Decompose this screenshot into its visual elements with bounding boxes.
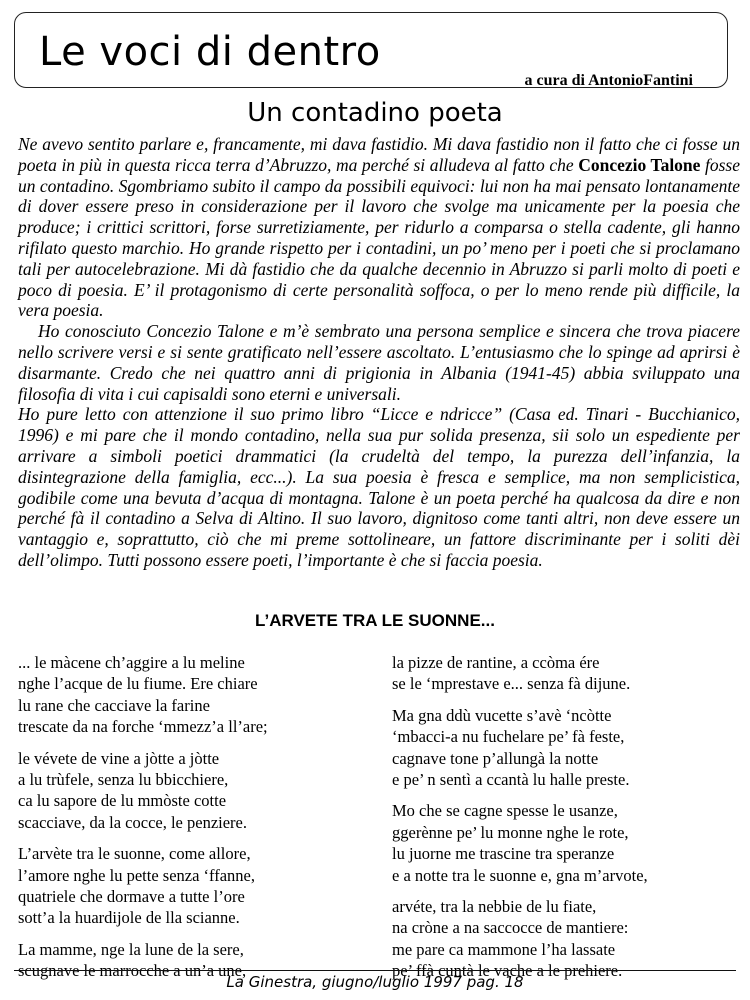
poem-line: e pe’ n sentì a ccantà lu halle preste.: [392, 770, 630, 790]
poem-line: pe’ ffà cuntà le vache a le prehiere.: [392, 961, 623, 981]
poem-line: scacciave, da la cocce, le penziere.: [18, 812, 248, 832]
poem-line: L’arvète tra le suonne, come allore,: [18, 844, 251, 864]
poem-line: ca lu sapore de lu mmòste cotte: [18, 791, 227, 811]
poem-line: sott’a la huardijole de lla scianne.: [18, 908, 240, 928]
poem-line: l’amore nghe lu pette senza ‘ffanne,: [18, 865, 256, 885]
poem-line: lu rane che cacciave la farine: [18, 695, 210, 715]
paragraph-text: Ne avevo sentito parlare e, francamente, mi dava fastidio. Mi dava fastidio non il fatto che ci fosse un poeta in più in questa ricca terra d’Abruzzo, ma perché si alludeva al fatto che: [18, 134, 740, 175]
poem-title: L’ARVETE TRA LE SUONNE...: [255, 611, 495, 630]
poem-column-left: [18, 652, 370, 992]
poem-stanza: [392, 800, 742, 886]
poem-line: ‘mbacci-a nu fuchelare pe’ fà feste,: [392, 727, 625, 747]
paragraph: [18, 134, 740, 321]
article-body: [18, 134, 740, 571]
poem-line: le vévete de vine a jòtte a jòtte: [18, 748, 220, 768]
poem-stanza: [18, 748, 370, 834]
poem-line: me pare ca mammone l’ha lassate: [392, 939, 616, 959]
poem-stanza: [18, 843, 370, 929]
poem-line: la pizze de rantine, a ccòma ére: [392, 653, 600, 672]
poem-stanza: [392, 652, 742, 695]
header-box: [14, 12, 728, 88]
poem-line: a lu trùfele, senza lu bbicchiere,: [18, 770, 229, 790]
poem-stanza: [392, 705, 742, 791]
article-title: Un contadino poeta: [247, 98, 503, 128]
poem-stanza: [18, 652, 370, 738]
poem-line: La mamme, nge la lune de la sere,: [18, 939, 244, 959]
column-credit: a cura di AntonioFantini: [524, 72, 693, 89]
poem-line: na cròne a na saccocce de mantiere:: [392, 918, 629, 938]
page-footer: [0, 966, 750, 996]
paragraph: Ho pure letto con attenzione il suo primo libro “Licce e ndricce” (Casa ed. Tinari - Bucchianico, 1996) e mi pare che il mondo contadino, nella sua pur solida presenza, sii solo un espediente per arrivare a simboli poetici drammatici (la crudeltà del tempo, la purezza dell’infanzia, la disintegrazione della famiglia, ecc...). La sua poesia è fresca e semplice, ma non semplicistica, godibile come una bevuta d’acqua di montagna. Talone è un poeta perché ha qualcosa da dire e non perché fà il contadino a Selva di Altino. Il suo lavoro, dignitoso come tanti altri, non deve essere un vantaggio e, soprattutto, ciò che mi preme sottolineare, un fattore discriminante per i soliti dèi dell’olimpo. Tutti possono essere poeti, l’importante è che si faccia poesia.: [18, 404, 740, 570]
poem-line: lu juorne me trascine tra speranze: [392, 844, 615, 864]
poem-line: Mo che se cagne spesse le usanze,: [392, 801, 618, 821]
poem-line: ggerènne pe’ lu monne nghe le rote,: [392, 822, 629, 842]
poet-name: Concezio Talone: [578, 154, 701, 175]
paragraph: Ho conosciuto Concezio Talone e m’è sembrato una persona semplice e sincera che trova piacere nello scrivere versi e si sente gratificato nell’essere ascoltato. L’entusiasmo che lo spinge ad aprirsi è disarmante. Credo che nei quattro anni di prigionia in Albania (1941-45) abbia sviluppato una filosofia di vita i cui capisaldi sono eterni e universali.: [18, 321, 740, 404]
poem-line: trescate da na forche ‘mmezz’a ll’are;: [18, 717, 268, 737]
poem-line: Ma gna ddù vucette s’avè ‘ncòtte: [392, 705, 612, 725]
poem-line: scugnave le marrocche a un’a une,: [18, 961, 247, 981]
poem-line: arvéte, tra la nebbie de lu fiate,: [392, 897, 597, 917]
poem-line: cagnave tone p’allungà la notte: [392, 748, 599, 768]
poem-line: e a notte tra le suonne e, gna m’arvote,: [392, 865, 648, 885]
paragraph-text: fosse un contadino. Sgombriamo subito il campo da possibili equivoci: lui non ha mai pensato lontanamente di dover essere preso in considerazione per il lavoro che svolge ma unicamente per la poesia che produce; i crittici scrittori, forse surretiziamente, per ridurlo a comparsa o stella cadente, gli hanno rifilato questo marchio. Ho grande rispetto per i contadini, un po’ meno per i poeti che si proclamano tali per autocelebrazione. Mi dà fastidio che da qualche decennio in Abruzzo si parli molto di poeti e poco di poesia. E’ il protagonismo di certe personalità soffoca, o per lo meno rende più difficile, la vera poesia.: [18, 154, 741, 321]
poem-line: se le ‘mprestave e... senza fà dijune.: [392, 674, 631, 694]
poem-line: ... le màcene ch’aggire a lu meline: [18, 653, 245, 672]
footer-divider: [14, 970, 736, 971]
poem-line: nghe l’acque de lu fiume. Ere chiare: [18, 674, 258, 694]
poem-line: quatriele che dormave a tutte l’ore: [18, 887, 245, 907]
poem-column-right: [392, 652, 742, 992]
column-title: Le voci di dentro: [39, 29, 381, 75]
footer-citation: La Ginestra, giugno/luglio 1997 pag. 18: [226, 973, 524, 991]
